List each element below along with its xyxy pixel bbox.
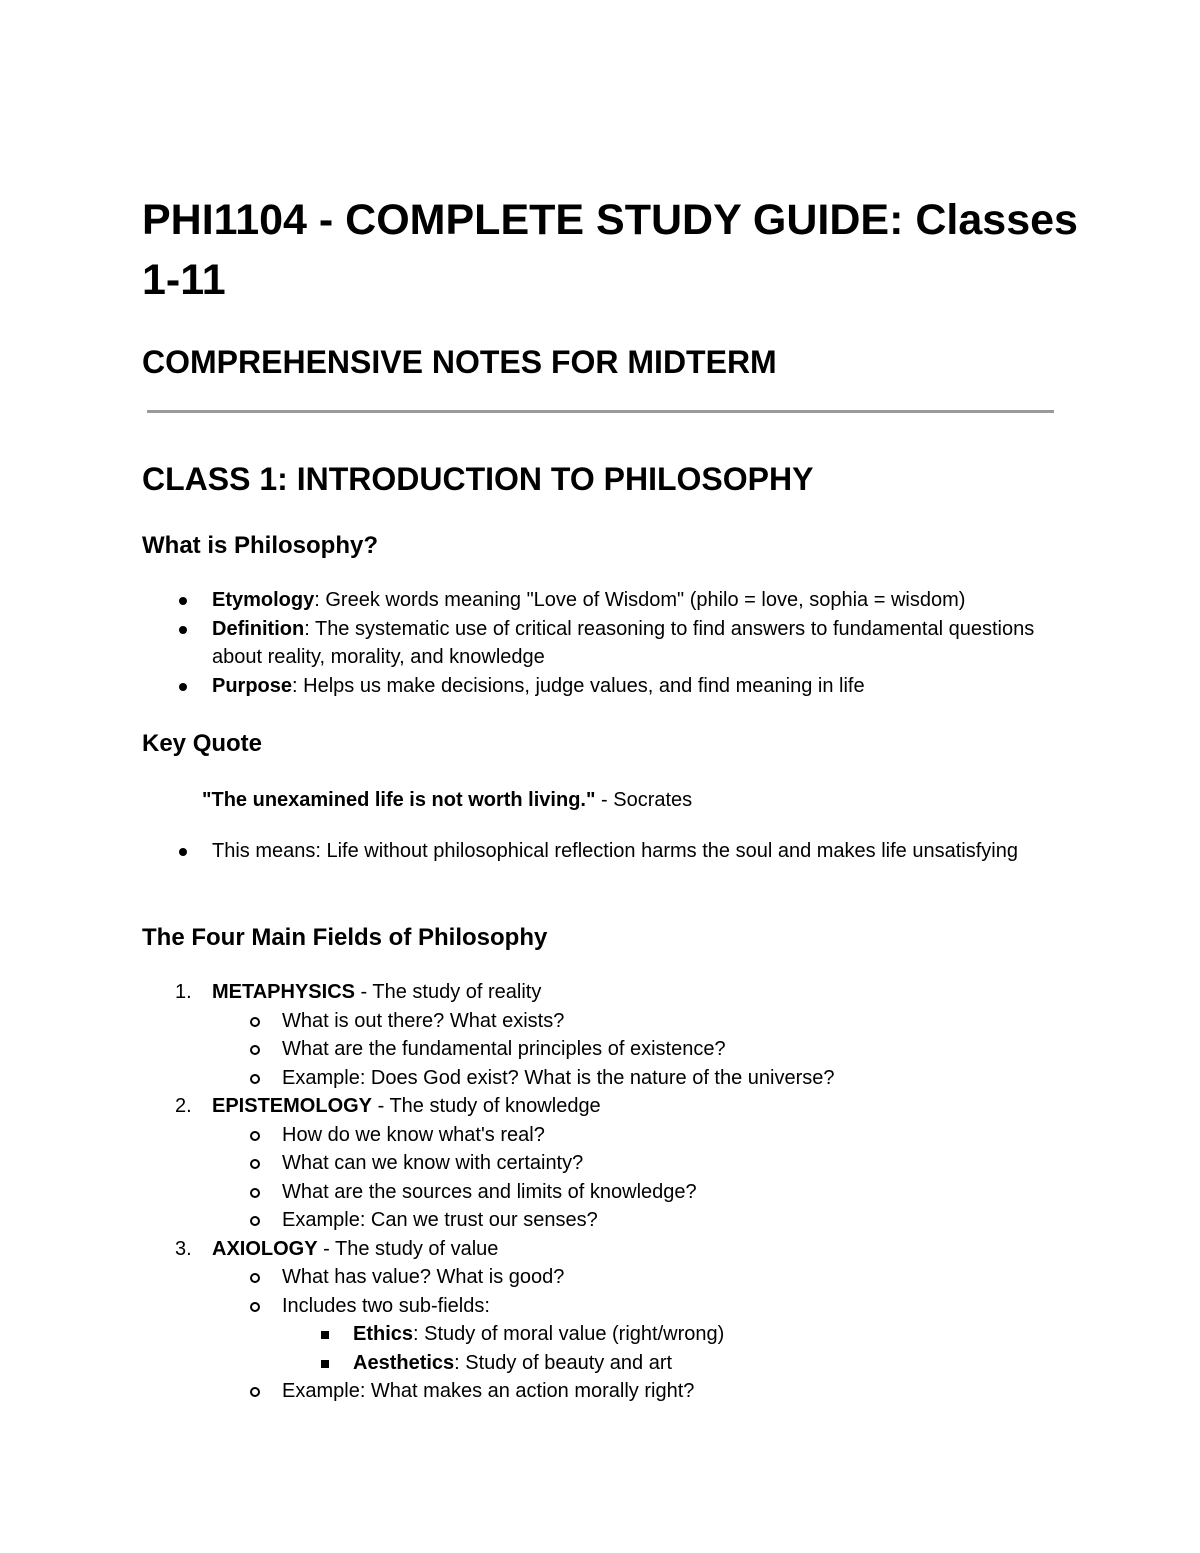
field-description: - The study of value [317,1237,499,1260]
list-item [142,586,1042,615]
bullet-icon [179,597,187,605]
quote-text: "The unexamined life is not worth living." [202,789,596,811]
sub-list-item [142,1035,1062,1064]
sub-item-text: What are the sources and limits of knowledge? [282,1180,697,1203]
hollow-bullet-icon [250,1188,260,1198]
sub-list-item [142,1263,1062,1292]
sub-item-text: What is out there? What exists? [282,1009,565,1032]
hollow-bullet-icon [250,1216,260,1226]
field-name: AXIOLOGY [212,1237,318,1260]
horizontal-divider [147,410,1054,413]
field-description: - The study of knowledge [372,1095,601,1117]
four-fields-heading: The Four Main Fields of Philosophy [142,924,548,951]
what-is-philosophy-list [142,586,1042,700]
bullet-icon [179,848,187,856]
hollow-bullet-icon [250,1159,260,1169]
purpose-text: : Helps us make decisions, judge values, and find meaning in life [292,674,865,697]
class-1-heading: CLASS 1: INTRODUCTION TO PHILOSOPHY [142,461,814,497]
sub-sub-list-item [142,1320,1062,1349]
hollow-bullet-icon [250,1017,260,1027]
term-aesthetics: Aesthetics [353,1351,455,1374]
sub-list-item [142,1064,1062,1093]
sub-list-item [142,1292,1062,1321]
list-number: 1. [175,981,192,1003]
term-ethics: Ethics [353,1323,414,1345]
document-subtitle: COMPREHENSIVE NOTES FOR MIDTERM [142,344,777,380]
sub-list-item [142,1149,1062,1178]
bullet-icon [179,626,187,634]
sub-list-item [142,1178,1062,1207]
sub-item-text: What are the fundamental principles of existence? [282,1038,726,1060]
sub-list-item [142,1007,1062,1036]
term-definition: Definition [212,617,305,640]
quote-attribution: - Socrates [595,789,693,811]
quote-explanation: This means: Life without philosophical reflection harms the soul and makes life unsatisfying [212,840,1018,862]
sub-list-item [142,1121,1062,1150]
hollow-bullet-icon [250,1302,260,1312]
bullet-icon [179,683,187,691]
ethics-text: : Study of moral value (right/wrong) [413,1323,725,1345]
sub-list-item [142,1377,1062,1406]
list-item-epistemology [142,1092,1062,1121]
sub-item-text: Example: Does God exist? What is the nature of the universe? [282,1066,835,1089]
quote-explanation-list [142,837,1042,866]
aesthetics-text: : Study of beauty and art [454,1351,673,1374]
sub-item-text: What has value? What is good? [282,1266,565,1288]
sub-item-text: How do we know what's real? [282,1123,545,1146]
four-fields-list [142,978,1062,1406]
hollow-bullet-icon [250,1387,260,1397]
sub-list-item [142,1206,1062,1235]
list-number: 3. [175,1237,192,1260]
etymology-text: : Greek words meaning "Love of Wisdom" (philo = love, sophia = wisdom) [314,589,966,611]
sub-item-text: Includes two sub-fields: [282,1294,490,1317]
list-item [142,672,1042,701]
term-purpose: Purpose [212,674,293,697]
list-item-axiology [142,1235,1062,1264]
term-etymology: Etymology [212,589,315,611]
document-title: PHI1104 - COMPLETE STUDY GUIDE: Classes 1-11 [142,196,1078,304]
hollow-bullet-icon [250,1074,260,1084]
definition-text: : The systematic use of critical reasoning to find answers to fundamental questions about reality, morality, and knowledge [212,617,1035,668]
list-number: 2. [175,1095,192,1117]
sub-sub-list-item [142,1349,1062,1378]
hollow-bullet-icon [250,1045,260,1055]
list-item [142,837,1042,866]
hollow-bullet-icon [250,1273,260,1283]
what-is-philosophy-heading: What is Philosophy? [142,532,379,559]
sub-item-text: What can we know with certainty? [282,1152,584,1174]
field-description: - The study of reality [354,981,542,1003]
sub-item-text: Example: Can we trust our senses? [282,1209,598,1231]
list-item-metaphysics [142,978,1062,1007]
hollow-bullet-icon [250,1131,260,1141]
list-item [142,615,1042,672]
field-name: EPISTEMOLOGY [212,1095,373,1117]
key-quote [202,786,1082,815]
sub-item-text: Example: What makes an action morally right? [282,1380,695,1402]
field-name: METAPHYSICS [212,981,355,1003]
square-bullet-icon [321,1360,329,1368]
square-bullet-icon [321,1331,329,1339]
key-quote-heading: Key Quote [142,730,263,757]
